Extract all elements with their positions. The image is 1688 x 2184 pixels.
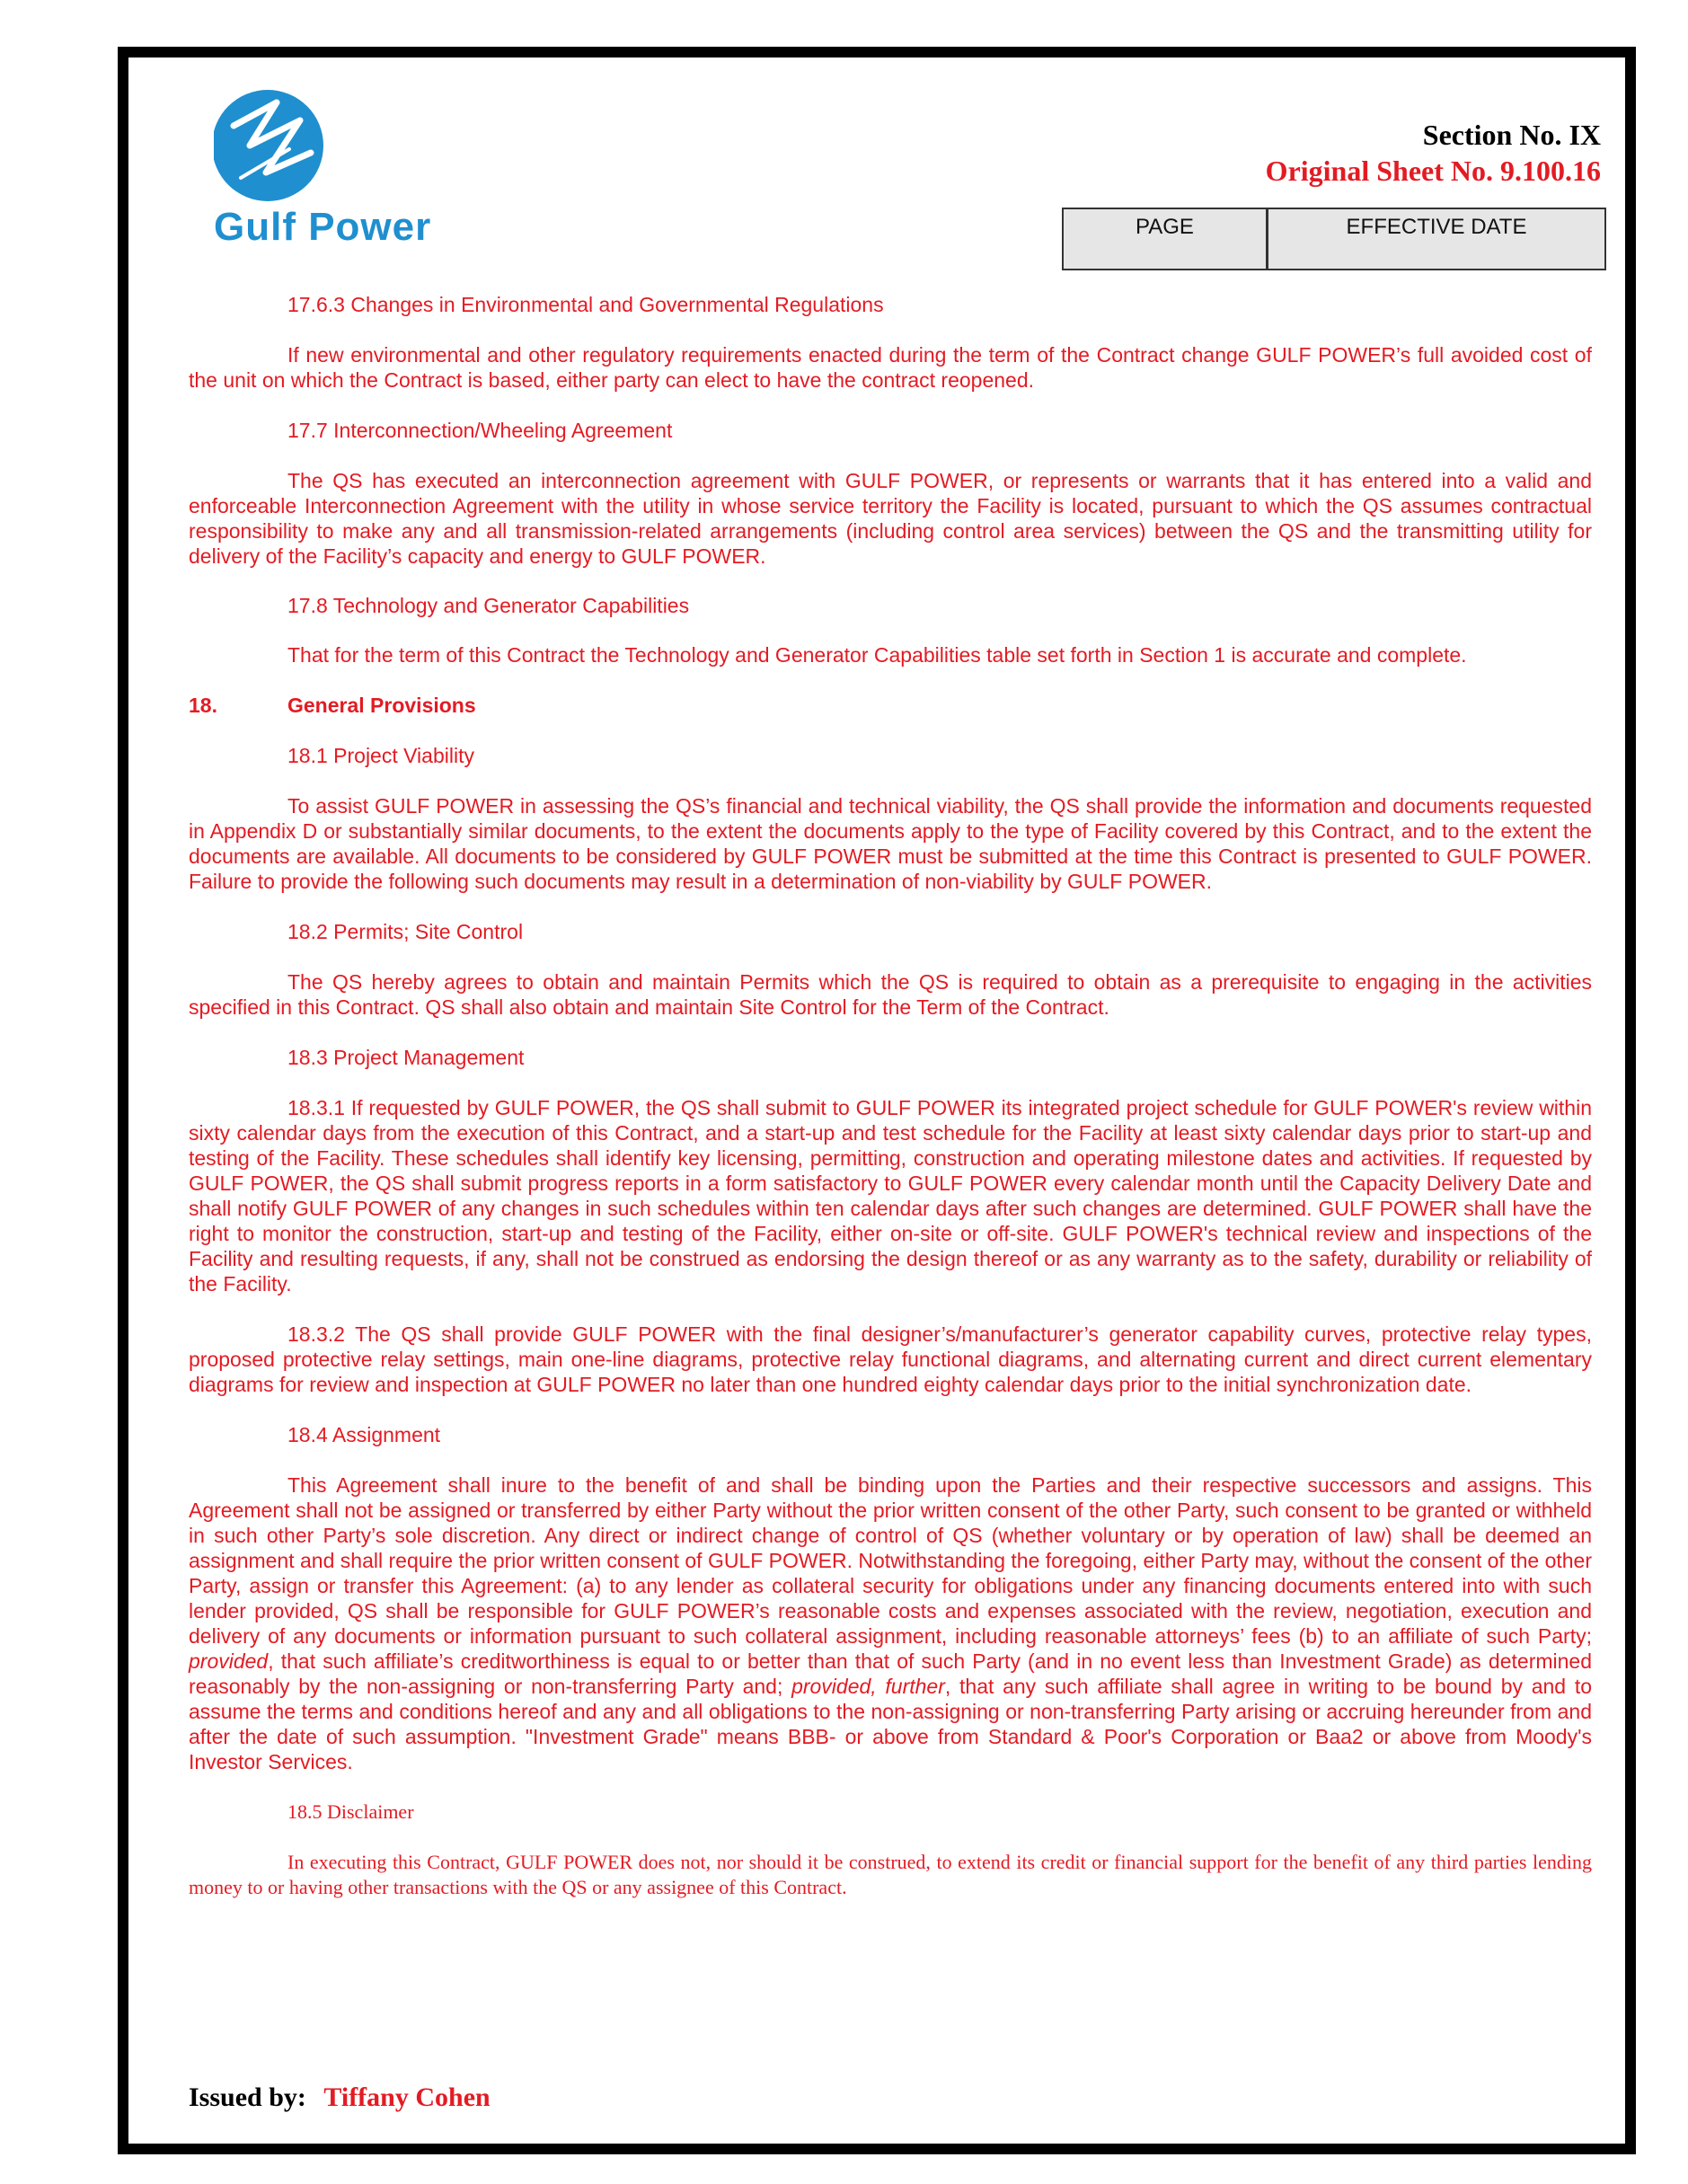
heading-18-4: 18.4 Assignment: [287, 1423, 441, 1446]
heading-17-7: 17.7 Interconnection/Wheeling Agreement: [287, 419, 673, 442]
paragraph-17-7: The QS has executed an interconnection agreement with GULF POWER, or represents or warrants that it has entered into a valid and enforceable Interconnection Agreement with the utility in whose service territory the Facility is located, pursuant to which the QS assumes contractual responsibility to make any and all transmission-related arrangements (including control area services) between the QS and the transmitting utility for delivery of the Facility’s capacity and energy to GULF POWER.: [189, 469, 1592, 568]
heading-18-3: 18.3 Project Management: [287, 1046, 525, 1069]
document-body: [189, 292, 1592, 1900]
page-effective-date-table: [1062, 208, 1606, 270]
paragraph-17-8: That for the term of this Contract the Technology and Generator Capabilities table set forth in Section 1 is accurate and complete.: [287, 643, 1467, 667]
issued-by-name: Tiffany Cohen: [323, 2082, 490, 2112]
paragraph-18-5: In executing this Contract, GULF POWER does not, nor should it be construed, to extend its credit or financial support for the benefit of any third parties lending money to or having other transactions with the QS or any assignee of this Contract.: [189, 1851, 1592, 1898]
sheet-heading: [1266, 117, 1601, 189]
paragraph-17-6-3: If new environmental and other regulatory requirements enacted during the term of the Contract change GULF POWER’s full avoided cost of the unit on which the Contract is based, either party can elect to have the contract reopened.: [189, 343, 1592, 392]
effective-date-column-header: EFFECTIVE DATE: [1346, 215, 1527, 239]
heading-18-2: 18.2 Permits; Site Control: [287, 920, 524, 943]
page-column-header: PAGE: [1064, 209, 1268, 269]
section-18-title: General Provisions: [287, 694, 476, 717]
paragraph-18-2: The QS hereby agrees to obtain and maintain Permits which the QS is required to obtain as a prerequisite to engaging in the activities specified in this Contract. QS shall also obtain and maintain Site Control for the Term of the Contract.: [189, 970, 1592, 1019]
issued-by-label: Issued by:: [189, 2082, 306, 2112]
heading-17-6-3: 17.6.3 Changes in Environmental and Governmental Regulations: [287, 293, 884, 316]
section-18-number: 18.: [189, 694, 217, 717]
section-number: Section No. IX: [1422, 119, 1601, 151]
sheet-number: Original Sheet No. 9.100.16: [1265, 155, 1601, 187]
logo-wordmark: Gulf Power: [214, 205, 432, 249]
section-18-heading: [189, 693, 1592, 718]
paragraph-18-3-2: 18.3.2 The QS shall provide GULF POWER with the final designer’s/manufacturer’s generator capability curves, protective relay types, proposed protective relay settings, main one-line diagrams, protective relay functional diagrams, and alternating current and direct current elementary diagrams for review and inspection at GULF POWER no later than one hundred eighty calendar days prior to the initial synchronization date.: [189, 1322, 1592, 1396]
issued-by: [189, 2082, 490, 2113]
paragraph-18-1: To assist GULF POWER in assessing the QS’s financial and technical viability, the QS shall provide the information and documents requested in Appendix D or substantially similar documents, to the extent the documents apply to the type of Facility covered by this Contract, and to the extent the documents are available. All documents to be considered by GULF POWER must be submitted at the time this Contract is presented to GULF POWER. Failure to provide the following such documents may result in a determination of non-viability by GULF POWER.: [189, 794, 1592, 893]
paragraph-18-3-1: 18.3.1 If requested by GULF POWER, the QS shall submit to GULF POWER its integrated project schedule for GULF POWER's review within sixty calendar days from the execution of this Contract, and a start-up and test schedule for the Facility at least sixty calendar days prior to start-up and testing of the Facility. These schedules shall identify key licensing, permitting, construction and operating milestone dates and activities. If requested by GULF POWER, the QS shall submit progress reports in a form satisfactory to GULF POWER every calendar month until the Capacity Delivery Date and shall notify GULF POWER of any changes in such schedules within ten calendar days after such changes are determined. GULF POWER shall have the right to monitor the construction, start-up and testing of the Facility, either on-site or off-site. GULF POWER's technical review and inspections of the Facility and resulting requests, if any, shall not be construed as endorsing the design thereof or as any warranty as to the safety, durability or reliability of the Facility.: [189, 1096, 1592, 1295]
heading-18-1: 18.1 Project Viability: [287, 744, 474, 767]
heading-18-5: 18.5 Disclaimer: [287, 1800, 414, 1823]
gulf-power-logo: [214, 90, 519, 252]
heading-17-8: 17.8 Technology and Generator Capabilities: [287, 594, 690, 617]
paragraph-18-4: This Agreement shall inure to the benefit of and shall be binding upon the Parties and their respective successors and assigns. This Agreement shall not be assigned or transferred by either Party without the prior written consent of the other Party, such consent to be granted or withheld in such other Party’s sole discretion. Any direct or indirect change of control of QS (whether voluntary or by operation of law) shall be deemed an assignment and shall require the prior written consent of GULF POWER. Notwithstanding the foregoing, either Party may, without the consent of the other Party, assign or transfer this Agreement: (a) to any lender as collateral security for obligations under any financing documents entered into with such lender provided, QS shall be responsible for GULF POWER’s reasonable costs and expenses associated with the review, negotiation, execution and delivery of any documents or information pursuant to such collateral assignment, including reasonable attorneys’ fees (b) to an affiliate of such Party; provided, that such affiliate’s creditworthiness is equal to or better than that of such Party (and in no event less than Investment Grade) as determined reasonably by the non-assigning or non-transferring Party and; provided, further, that any such affiliate shall agree in writing to be bound by and to assume the terms and conditions hereof and any and all obligations to the non-assigning or non-transferring Party arising or accruing hereunder from and after the date of such assumption. "Investment Grade" means BBB- or above from Standard & Poor's Corporation or Baa2 or above from Moody's Investor Services.: [189, 1473, 1592, 1773]
